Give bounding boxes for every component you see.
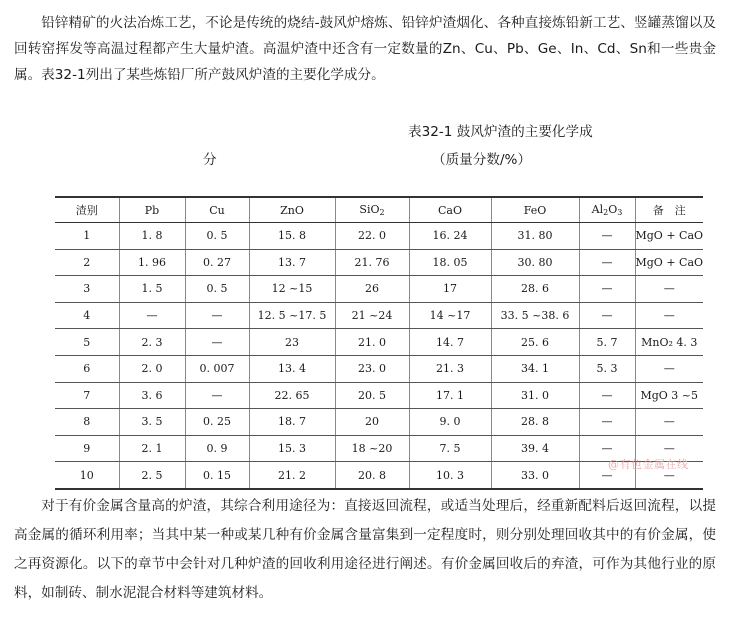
cell-slag: 5 (55, 329, 119, 356)
header-pb: Pb (119, 197, 185, 223)
slag-composition-table (55, 196, 703, 490)
table-row (55, 382, 703, 409)
cell-cao: 10. 3 (409, 462, 491, 489)
cell-note: MgO + CaO (635, 249, 703, 276)
cell-cu: 0. 9 (185, 435, 249, 462)
cell-slag: 4 (55, 302, 119, 329)
watermark: @有色金属在线 (608, 458, 689, 471)
cell-zno: 22. 65 (249, 382, 335, 409)
cell-slag: 10 (55, 462, 119, 489)
cell-pb: 2. 5 (119, 462, 185, 489)
cell-zno: 18. 7 (249, 409, 335, 436)
cell-slag: 9 (55, 435, 119, 462)
cell-note: MgO 3 ~5 (635, 382, 703, 409)
cell-sio2: 26 (335, 276, 409, 303)
cell-zno: 23 (249, 329, 335, 356)
cell-feo: 39. 4 (491, 435, 579, 462)
header-zno: ZnO (249, 197, 335, 223)
header-cu: Cu (185, 197, 249, 223)
cell-feo: 33. 0 (491, 462, 579, 489)
cell-al2o3: — (579, 223, 635, 250)
cell-feo: 34. 1 (491, 355, 579, 382)
cell-slag: 1 (55, 223, 119, 250)
cell-al2o3: — (579, 302, 635, 329)
cell-cao: 21. 3 (409, 355, 491, 382)
cell-slag: 8 (55, 409, 119, 436)
cell-slag: 6 (55, 355, 119, 382)
cell-pb: 3. 6 (119, 382, 185, 409)
cell-note: — (635, 435, 703, 462)
header-sio2: SiO$_2$ (335, 197, 409, 223)
cell-pb: — (119, 302, 185, 329)
header-slag: 渣别 (55, 197, 119, 223)
table-row (55, 302, 703, 329)
cell-sio2: 21. 0 (335, 329, 409, 356)
table-header-row (55, 197, 703, 223)
cell-note: MnO₂ 4. 3 (635, 329, 703, 356)
table-row (55, 276, 703, 303)
cell-sio2: 21. 76 (335, 249, 409, 276)
cell-pb: 2. 3 (119, 329, 185, 356)
table-caption-title-wrap: 分 (203, 152, 217, 168)
table-caption-title: 表32-1 鼓风炉渣的主要化学成 (408, 124, 593, 140)
cell-pb: 1. 96 (119, 249, 185, 276)
cell-sio2: 22. 0 (335, 223, 409, 250)
table-caption-unit: （质量分数/%） (432, 152, 532, 168)
cell-sio2: 20. 8 (335, 462, 409, 489)
cell-al2o3: — (579, 409, 635, 436)
cell-cao: 17 (409, 276, 491, 303)
cell-al2o3: — (579, 462, 635, 489)
cell-zno: 15. 3 (249, 435, 335, 462)
cell-al2o3: — (579, 382, 635, 409)
cell-slag: 2 (55, 249, 119, 276)
cell-al2o3: 5. 7 (579, 329, 635, 356)
intro-paragraph: 铅锌精矿的火法冶炼工艺，不论是传统的烧结-鼓风炉熔炼、铅锌炉渣烟化、各种直接炼铅新工艺、竖罐蒸馏以及回转窑挥发等高温过程都产生大量炉渣。高温炉渣中还含有一定数量的Zn、Cu、Pb、Ge、In、Cd、Sn和一些贵金属。表32-1列出了某些炼铅厂所产鼓风炉渣的主要化学成分。 (14, 15, 716, 83)
cell-feo: 30. 80 (491, 249, 579, 276)
cell-zno: 12. 5 ~17. 5 (249, 302, 335, 329)
table-row (55, 329, 703, 356)
cell-sio2: 20. 5 (335, 382, 409, 409)
cell-pb: 1. 5 (119, 276, 185, 303)
cell-zno: 13. 4 (249, 355, 335, 382)
cell-zno: 15. 8 (249, 223, 335, 250)
cell-slag: 7 (55, 382, 119, 409)
header-al2o3: $Al_2O_3$ (579, 197, 635, 223)
cell-sio2: 23. 0 (335, 355, 409, 382)
cell-pb: 1. 8 (119, 223, 185, 250)
cell-note: — (635, 302, 703, 329)
cell-note: MgO + CaO (635, 223, 703, 250)
cell-note: — (635, 355, 703, 382)
cell-al2o3: — (579, 249, 635, 276)
cell-cao: 7. 5 (409, 435, 491, 462)
header-cao: CaO (409, 197, 491, 223)
cell-feo: 28. 8 (491, 409, 579, 436)
cell-slag: 3 (55, 276, 119, 303)
cell-cu: 0. 007 (185, 355, 249, 382)
cell-cao: 9. 0 (409, 409, 491, 436)
cell-zno: 21. 2 (249, 462, 335, 489)
cell-feo: 28. 6 (491, 276, 579, 303)
cell-cu: 0. 15 (185, 462, 249, 489)
cell-feo: 31. 80 (491, 223, 579, 250)
cell-pb: 2. 1 (119, 435, 185, 462)
cell-cao: 16. 24 (409, 223, 491, 250)
cell-cao: 14. 7 (409, 329, 491, 356)
cell-cu: 0. 27 (185, 249, 249, 276)
cell-pb: 3. 5 (119, 409, 185, 436)
cell-pb: 2. 0 (119, 355, 185, 382)
cell-feo: 31. 0 (491, 382, 579, 409)
table-row (55, 409, 703, 436)
cell-note: — (635, 276, 703, 303)
cell-feo: 33. 5 ~38. 6 (491, 302, 579, 329)
header-note: 备 注 (635, 197, 703, 223)
cell-al2o3: 5. 3 (579, 355, 635, 382)
table-row (55, 435, 703, 462)
table-row (55, 355, 703, 382)
table-row (55, 249, 703, 276)
cell-cao: 14 ~17 (409, 302, 491, 329)
cell-note: — (635, 462, 703, 489)
cell-cao: 17. 1 (409, 382, 491, 409)
cell-sio2: 21 ~24 (335, 302, 409, 329)
table-row (55, 462, 703, 489)
table-row (55, 223, 703, 250)
closing-paragraph: 对于有价金属含量高的炉渣，其综合利用途径为：直接返回流程，或适当处理后，经重新配料后返回流程，以提高金属的循环利用率；当其中某一种或某几种有价金属含量富集到一定程度时，则分别处理回收其中的有价金属，使之再资源化。以下的章节中会针对几种炉渣的回收利用途径进行阐述。有价金属回收后的弃渣，可作为其他行业的原料，如制砖、制水泥混合材料等建筑材料。 (14, 498, 716, 601)
header-feo: FeO (491, 197, 579, 223)
cell-sio2: 18 ~20 (335, 435, 409, 462)
cell-feo: 25. 6 (491, 329, 579, 356)
cell-cu: — (185, 382, 249, 409)
cell-cao: 18. 05 (409, 249, 491, 276)
cell-note: — (635, 409, 703, 436)
cell-zno: 12 ~15 (249, 276, 335, 303)
cell-cu: 0. 5 (185, 276, 249, 303)
cell-al2o3: — (579, 276, 635, 303)
cell-sio2: 20 (335, 409, 409, 436)
cell-cu: — (185, 302, 249, 329)
cell-cu: 0. 5 (185, 223, 249, 250)
cell-cu: — (185, 329, 249, 356)
cell-cu: 0. 25 (185, 409, 249, 436)
cell-zno: 13. 7 (249, 249, 335, 276)
cell-al2o3: — (579, 435, 635, 462)
